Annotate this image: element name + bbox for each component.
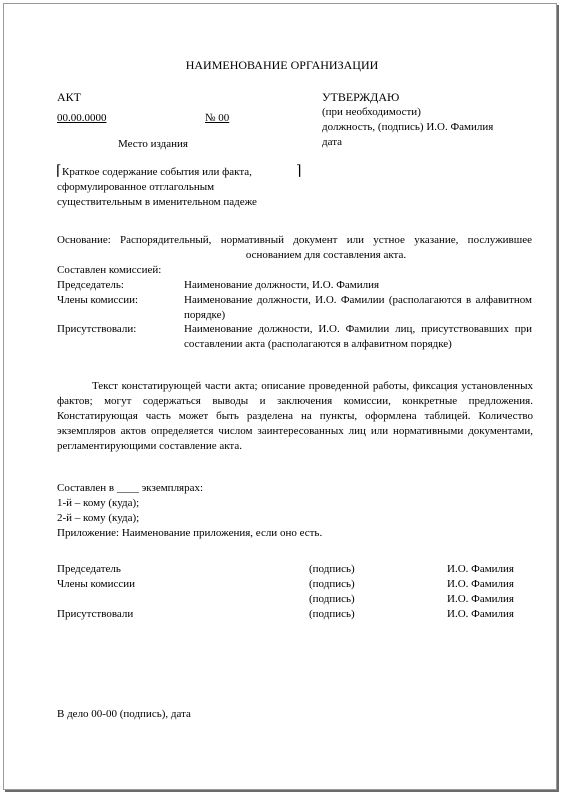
act-number: № 00 xyxy=(205,112,230,124)
commission-intro: Составлен комиссией: xyxy=(57,264,162,276)
approval-signatory: должность, (подпись) И.О. Фамилия xyxy=(322,121,494,133)
act-date: 00.00.0000 xyxy=(57,112,107,124)
copy-1: 1-й – кому (куда); xyxy=(57,497,140,509)
copies-line: Составлен в ____ экземплярах: xyxy=(57,482,204,494)
summary-bracket-open: ⌈ xyxy=(56,164,62,179)
signature-role: Председатель xyxy=(57,563,121,575)
summary-line-2: сформулированное отглагольным xyxy=(57,181,215,193)
members-text: Наименование должности, И.О. Фамилии (располагаются в алфавитном порядке) xyxy=(184,294,532,321)
body-text: Текст констатирующей части акта; описание проведенной работы, фиксация установленных фактов; могут содержаться выводы и заключения комиссии, конкретные предложения. Констатирующая часть может быть разделена на пункты, оформлена таблицей. Количество экземпляров актов определяется числом заинтересованных лиц или нормативными документами, регламентирующими составление акта. xyxy=(57,380,533,452)
signature-name: И.О. Фамилия xyxy=(447,593,514,605)
signature-sign: (подпись) xyxy=(309,563,355,575)
basis-text: Распорядительный, нормативный документ или устное указание, послужившее основанием для составления акта. xyxy=(120,234,532,261)
signature-name: И.О. Фамилия xyxy=(447,578,514,590)
approval-note: (при необходимости) xyxy=(322,106,421,118)
attendees-text: Наименование должности, И.О. Фамилии лиц, присутствовавших при составлении акта (располагаются в алфавитном порядке) xyxy=(184,323,532,350)
basis-label: Основание: xyxy=(57,234,111,246)
signature-sign: (подпись) xyxy=(309,608,355,620)
organization-title: НАИМЕНОВАНИЕ ОРГАНИЗАЦИИ xyxy=(185,58,379,72)
act-label: АКТ xyxy=(57,90,81,104)
attendees-label: Присутствовали: xyxy=(57,323,137,335)
place-of-issue: Место издания xyxy=(118,138,188,150)
signature-role: Присутствовали xyxy=(57,608,134,620)
signature-name: И.О. Фамилия xyxy=(447,563,514,575)
chairman-label: Председатель: xyxy=(57,279,124,291)
approval-title: УТВЕРЖДАЮ xyxy=(322,90,400,104)
summary-line-3: существительным в именительном падеже xyxy=(57,196,257,208)
signature-role: Члены комиссии xyxy=(57,578,136,590)
signature-sign: (подпись) xyxy=(309,578,355,590)
signature-sign: (подпись) xyxy=(309,593,355,605)
summary-line-1: Краткое содержание события или факта, xyxy=(62,166,252,178)
approval-date: дата xyxy=(322,136,343,148)
chairman-text: Наименование должности, И.О. Фамилия xyxy=(184,279,380,291)
summary-bracket-close: ⌉ xyxy=(296,164,302,179)
file-note: В дело 00-00 (подпись), дата xyxy=(57,708,191,720)
signature-name: И.О. Фамилия xyxy=(447,608,514,620)
attachment-line: Приложение: Наименование приложения, если оно есть. xyxy=(57,527,323,539)
members-label: Члены комиссии: xyxy=(57,294,139,306)
copy-2: 2-й – кому (куда); xyxy=(57,512,140,524)
